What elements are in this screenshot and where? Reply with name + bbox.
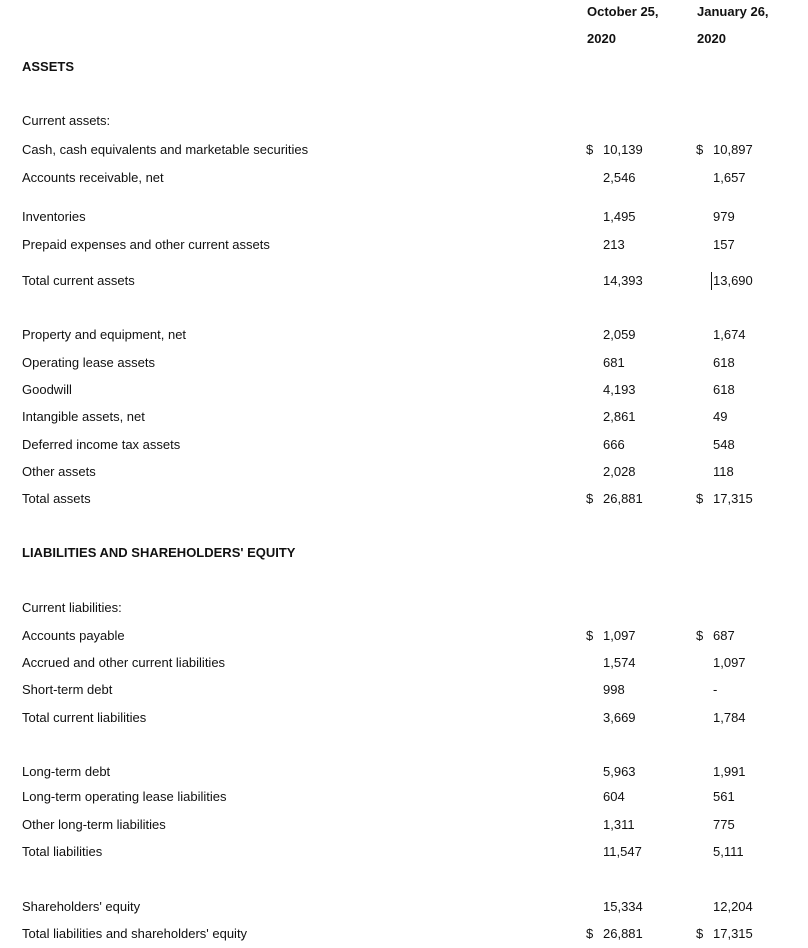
value-jan-2020: 118 <box>713 464 734 479</box>
row-label: Other assets <box>22 464 96 479</box>
value-oct-2020: 26,881 <box>603 926 643 941</box>
row-label: Other long-term liabilities <box>22 817 166 832</box>
value-oct-2020: 14,393 <box>603 273 643 288</box>
row-label: Total liabilities <box>22 844 103 859</box>
value-oct-2020: 2,028 <box>603 464 636 479</box>
row-label: Operating lease assets <box>22 355 155 370</box>
header-line: 2020 <box>697 31 726 46</box>
value-oct-2020: 604 <box>603 789 625 804</box>
value-oct-2020: 1,574 <box>603 655 636 670</box>
currency-symbol: $ <box>586 491 594 506</box>
value-oct-2020: 4,193 <box>603 382 636 397</box>
value-jan-2020: 548 <box>713 437 735 452</box>
row-label: Current liabilities: <box>22 600 122 615</box>
value-oct-2020: 2,861 <box>603 409 636 424</box>
value-jan-2020: 10,897 <box>713 142 753 157</box>
row-label: Goodwill <box>22 382 72 397</box>
value-jan-2020: 1,674 <box>713 327 746 342</box>
value-jan-2020: 618 <box>713 355 735 370</box>
value-oct-2020: 2,546 <box>603 170 636 185</box>
header-line: 2020 <box>587 31 616 46</box>
currency-symbol: $ <box>696 628 704 643</box>
value-jan-2020: 49 <box>713 409 728 424</box>
value-jan-2020: 1,784 <box>713 710 746 725</box>
value-oct-2020: 1,495 <box>603 209 636 224</box>
value-jan-2020: 618 <box>713 382 735 397</box>
value-jan-2020: - <box>713 682 718 697</box>
currency-symbol: $ <box>696 142 704 157</box>
row-label: Cash, cash equivalents and marketable securities <box>22 142 309 157</box>
value-oct-2020: 681 <box>603 355 625 370</box>
header-line: October 25, <box>587 4 659 19</box>
value-oct-2020: 1,311 <box>603 817 635 832</box>
value-jan-2020: 1,657 <box>713 170 746 185</box>
value-oct-2020: 2,059 <box>603 327 636 342</box>
row-label: Long-term debt <box>22 764 111 779</box>
row-label: Inventories <box>22 209 86 224</box>
value-jan-2020: 5,111 <box>713 844 744 859</box>
value-jan-2020: 561 <box>713 789 735 804</box>
row-label: Deferred income tax assets <box>22 437 181 452</box>
row-label: Total current liabilities <box>22 710 147 725</box>
value-oct-2020: 998 <box>603 682 625 697</box>
value-oct-2020: 3,669 <box>603 710 636 725</box>
row-label: Accounts receivable, net <box>22 170 164 185</box>
value-jan-2020: 12,204 <box>713 899 753 914</box>
value-jan-2020: 17,315 <box>713 926 753 941</box>
value-oct-2020: 10,139 <box>603 142 643 157</box>
row-label: Prepaid expenses and other current assets <box>22 237 270 252</box>
row-label: Property and equipment, net <box>22 327 187 342</box>
currency-symbol: $ <box>696 926 704 941</box>
value-jan-2020: 687 <box>713 628 735 643</box>
currency-symbol: $ <box>586 926 594 941</box>
value-jan-2020: 775 <box>713 817 735 832</box>
currency-symbol: $ <box>586 142 594 157</box>
row-label: Accounts payable <box>22 628 125 643</box>
value-jan-2020: 13,690 <box>713 273 753 288</box>
value-oct-2020: 11,547 <box>603 844 642 859</box>
value-oct-2020: 26,881 <box>603 491 643 506</box>
value-oct-2020: 213 <box>603 237 625 252</box>
value-oct-2020: 15,334 <box>603 899 643 914</box>
text-cursor <box>711 272 712 290</box>
value-oct-2020: 1,097 <box>603 628 636 643</box>
value-jan-2020: 17,315 <box>713 491 753 506</box>
row-label: Short-term debt <box>22 682 113 697</box>
row-label: Total assets <box>22 491 91 506</box>
row-label: Current assets: <box>22 113 111 128</box>
currency-symbol: $ <box>696 491 704 506</box>
row-label: Accrued and other current liabilities <box>22 655 226 670</box>
header-line: January 26, <box>697 4 769 19</box>
currency-symbol: $ <box>586 628 594 643</box>
row-label: Total liabilities and shareholders' equity <box>22 926 248 941</box>
row-label: Shareholders' equity <box>22 899 141 914</box>
value-jan-2020: 157 <box>713 237 735 252</box>
row-label: Total current assets <box>22 273 135 288</box>
value-jan-2020: 1,097 <box>713 655 746 670</box>
row-label: Intangible assets, net <box>22 409 145 424</box>
section-heading: ASSETS <box>22 59 75 74</box>
value-jan-2020: 1,991 <box>713 764 746 779</box>
value-oct-2020: 5,963 <box>603 764 636 779</box>
value-oct-2020: 666 <box>603 437 625 452</box>
row-label: Long-term operating lease liabilities <box>22 789 227 804</box>
section-heading: LIABILITIES AND SHAREHOLDERS' EQUITY <box>22 545 296 560</box>
value-jan-2020: 979 <box>713 209 735 224</box>
